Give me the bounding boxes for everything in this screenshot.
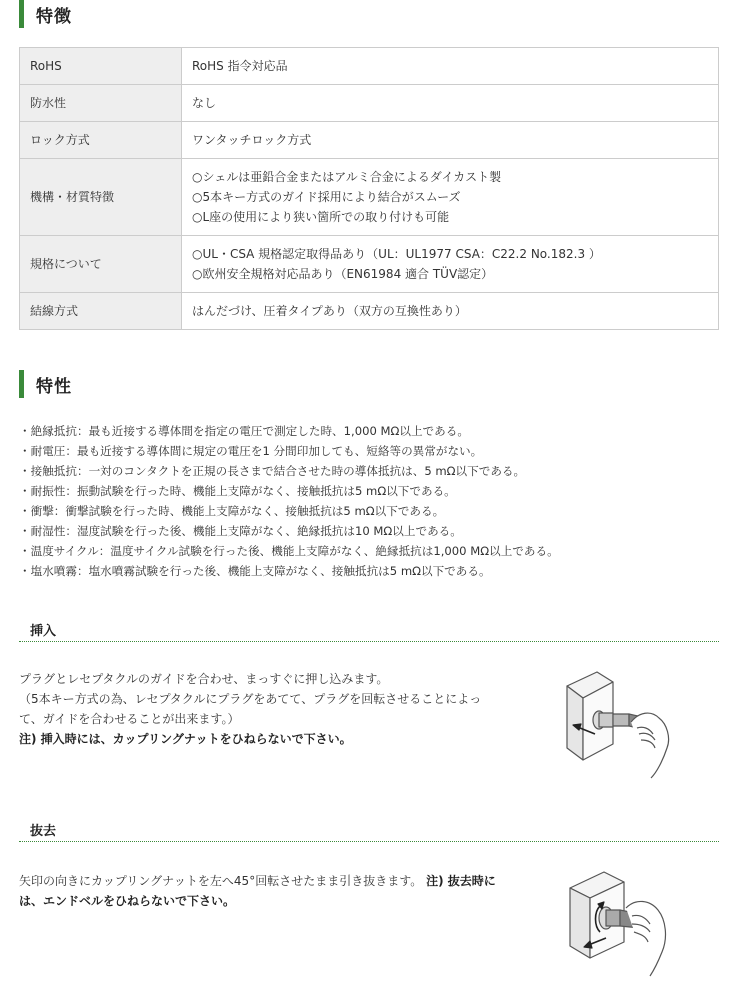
remove-line: 矢印の向きにカップリングナットを左へ45°回転させたまま引き抜きます。 注) 抜去時に [19,874,496,888]
insert-line: プラグとレセプタクルのガイドを合わせ、まっすぐに押し込みます。 [19,672,389,686]
insert-description [19,669,499,749]
list-item: ・塩水噴霧：塩水噴霧試験を行った後、機能上支障がなく、接触抵抗は5 mΩ以下である。 [19,564,491,578]
insert-line: て、ガイドを合わせることが出来ます。） [19,712,240,726]
insert-illustration [555,668,685,780]
remove-note: は、エンドベルをひねらないで下さい。 [19,894,236,908]
row-value [182,159,719,236]
value-line: ○シェルは亜鉛合金またはアルミ合金によるダイカスト製 [192,170,502,184]
value-line: ○L座の使用により狭い箇所での取り付けも可能 [192,210,450,224]
row-value: RoHS 指令対応品 [182,48,719,85]
properties-title: 特性 [36,376,72,397]
table-row [20,293,719,330]
remove-illustration [560,866,680,980]
list-item: ・耐振性：振動試験を行った時、機能上支障がなく、接触抵抗は5 mΩ以下である。 [19,484,456,498]
row-key: 機構・材質特徴 [20,159,182,236]
table-row [20,236,719,293]
list-item: ・絶縁抵抗：最も近接する導体間を指定の電圧で測定した時、1,000 MΩ以上である。 [19,424,469,438]
table-row [20,48,719,85]
insert-note: 注) 挿入時には、カップリングナットをひねらないで下さい。 [19,732,352,746]
properties-heading [19,370,72,398]
value-line: ○UL・CSA 規格認定取得品あり（UL：UL1977 CSA：C22.2 No.182.3 ） [192,247,601,261]
features-table [19,47,719,330]
list-item: ・耐湿性：湿度試験を行った後、機能上支障がなく、絶縁抵抗は10 MΩ以上である。 [19,524,462,538]
list-item: ・耐電圧：最も近接する導体間に規定の電圧を1 分間印加しても、短絡等の異常がない。 [19,444,483,458]
features-heading [19,0,72,28]
row-key: 規格について [20,236,182,293]
row-key: RoHS [20,48,182,85]
heading-accent-bar [19,370,24,398]
insert-title: 挿入 [30,624,57,639]
features-title: 特徴 [36,6,72,27]
table-row [20,122,719,159]
row-value: なし [182,85,719,122]
row-value: ワンタッチロック方式 [182,122,719,159]
remove-title: 抜去 [30,824,57,839]
row-key: 防水性 [20,85,182,122]
value-line: ○欧州安全規格対応品あり（EN61984 適合 TÜV認定） [192,267,494,281]
remove-description [19,871,509,911]
insert-heading [19,620,719,642]
row-value: はんだづけ、圧着タイプあり（双方の互換性あり） [182,293,719,330]
heading-accent-bar [19,0,24,28]
properties-list [19,421,559,581]
value-line: ○5本キー方式のガイド採用により結合がスムーズ [192,190,461,204]
list-item: ・温度サイクル：温度サイクル試験を行った後、機能上支障がなく、絶縁抵抗は1,000 MΩ以上である。 [19,544,559,558]
row-key: 結線方式 [20,293,182,330]
remove-heading [19,820,719,842]
row-key: ロック方式 [20,122,182,159]
row-value [182,236,719,293]
insert-line: （5本キー方式の為、レセプタクルにプラグをあてて、プラグを回転させることによっ [19,692,482,706]
list-item: ・衝撃：衝撃試験を行った時、機能上支障がなく、接触抵抗は5 mΩ以下である。 [19,504,445,518]
list-item: ・接触抵抗：一対のコンタクトを正規の長さまで結合させた時の導体抵抗は、5 mΩ以下である。 [19,464,526,478]
table-row [20,159,719,236]
table-row [20,85,719,122]
